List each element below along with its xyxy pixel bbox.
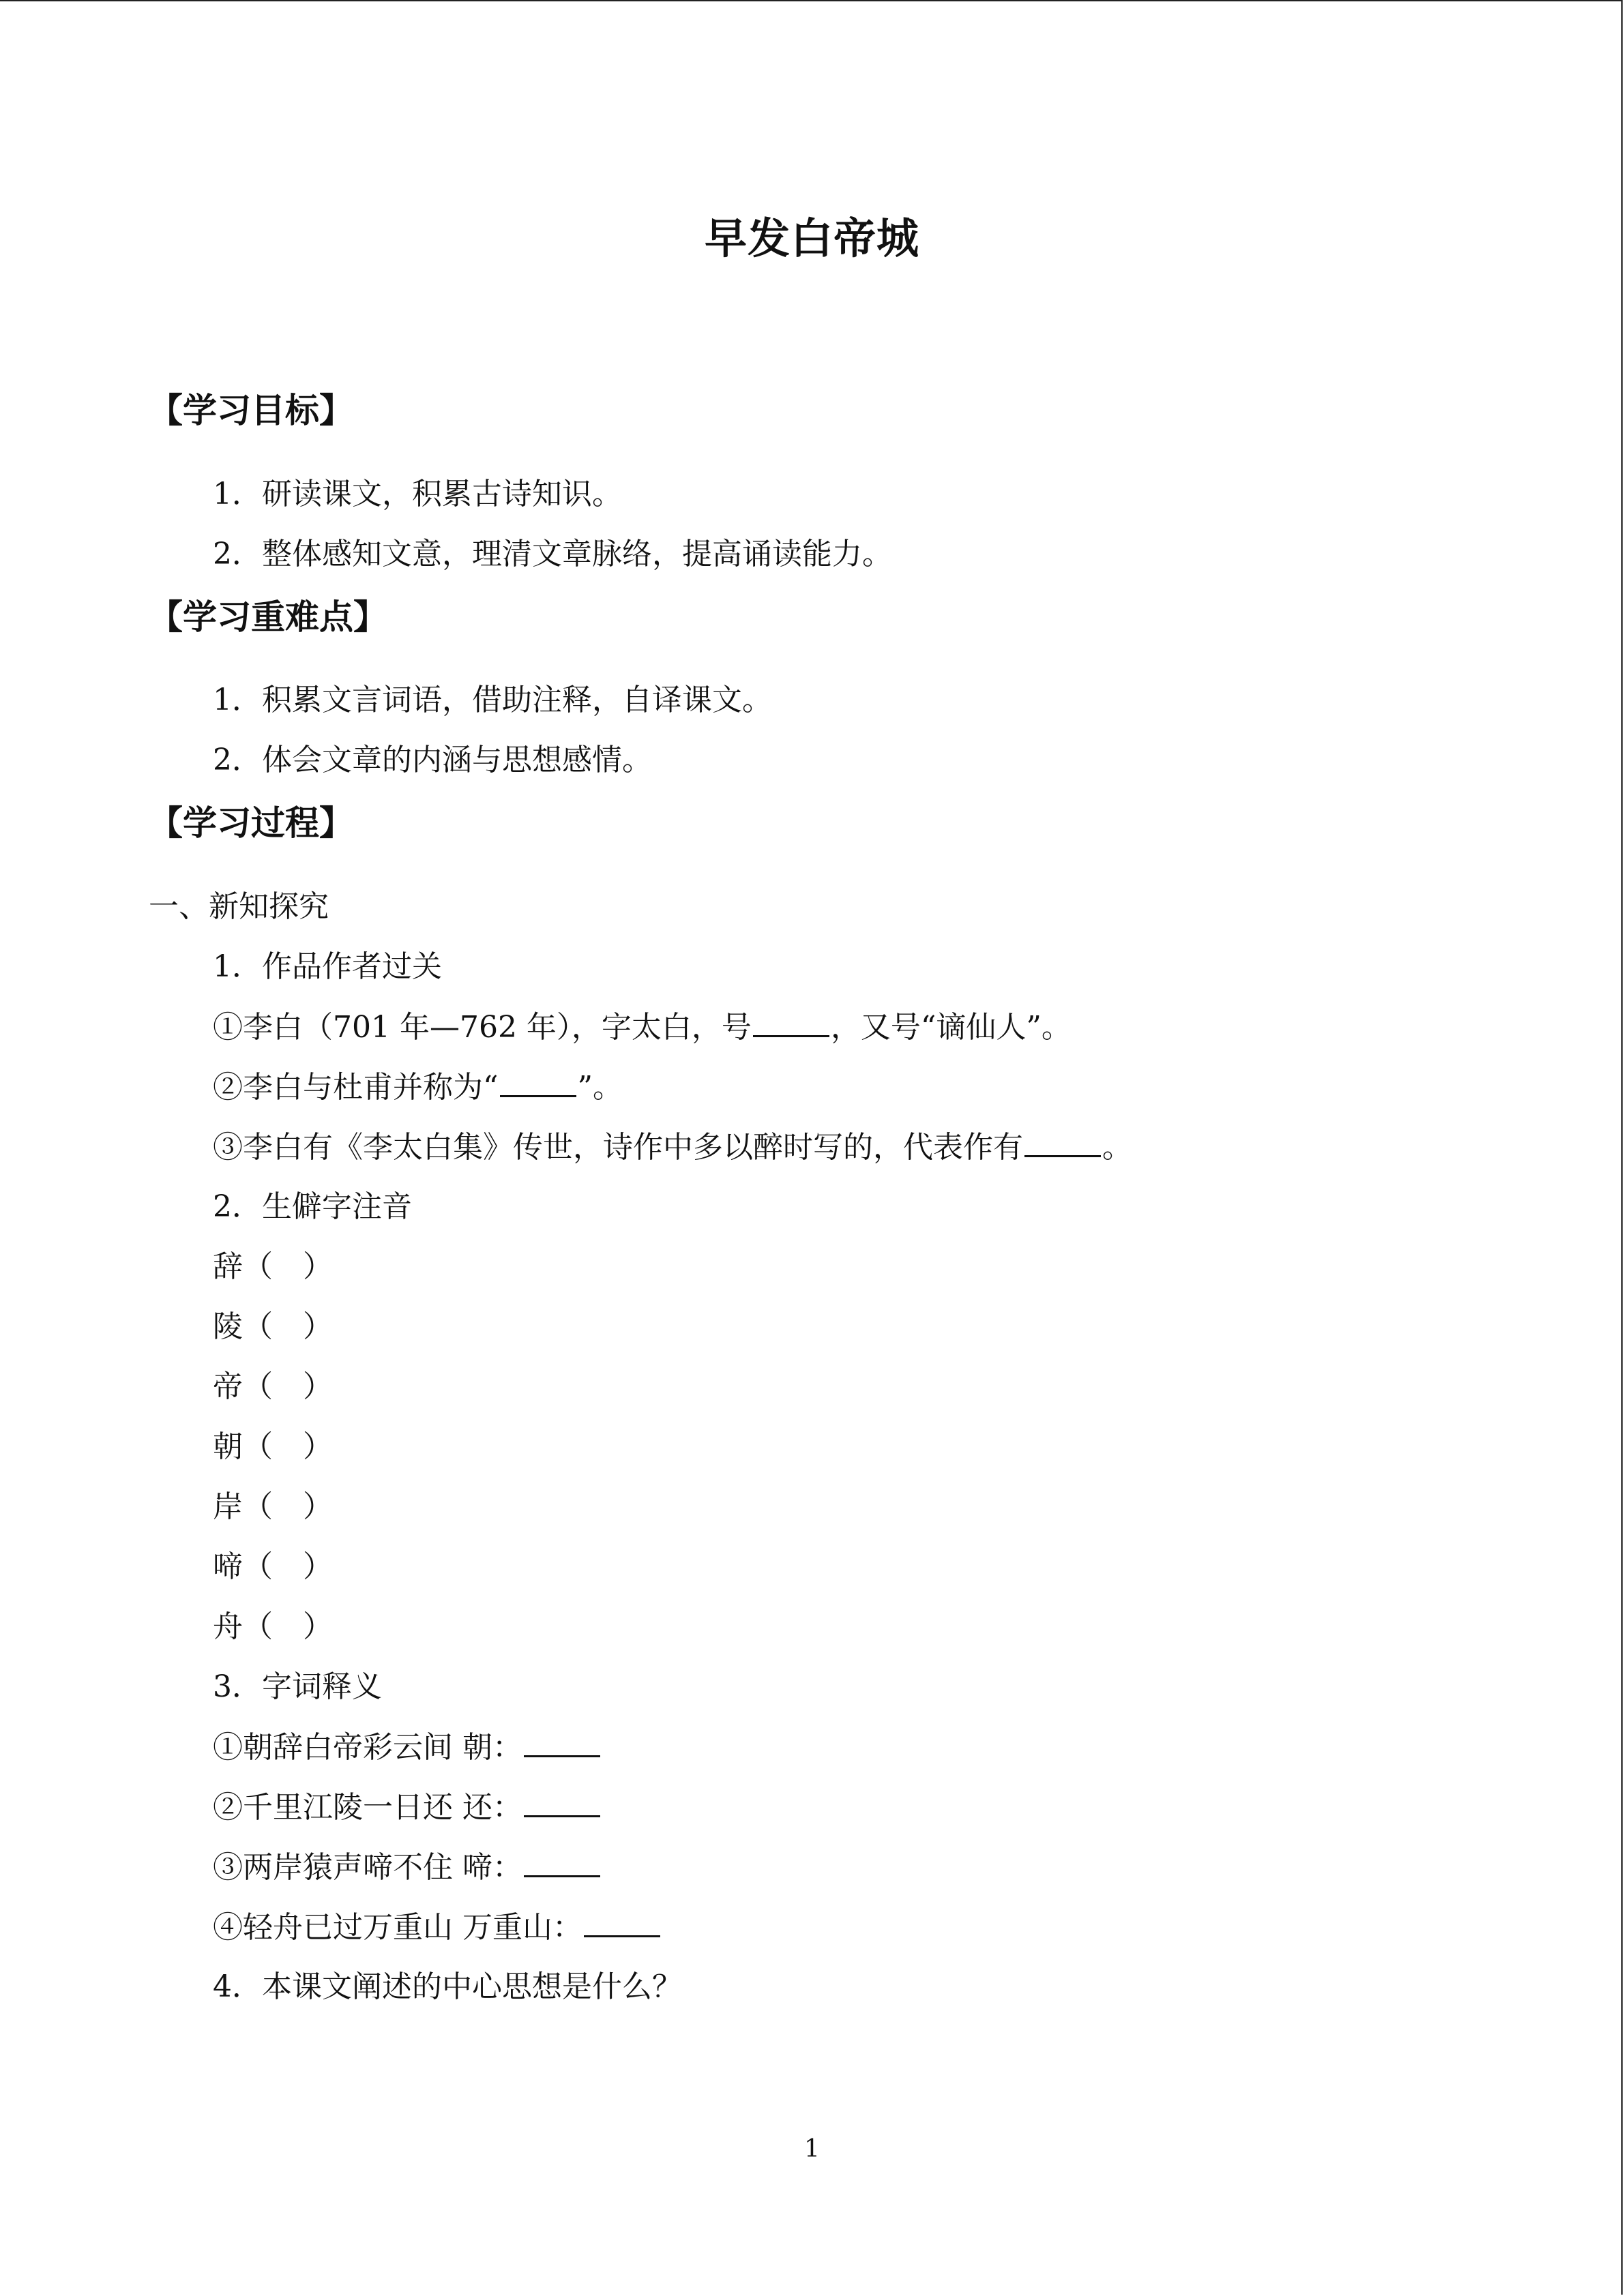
answer-blank[interactable]: [500, 1067, 576, 1097]
paren-close: ）: [303, 1549, 333, 1584]
part-heading-new-knowledge: 一、新知探究: [149, 889, 329, 924]
q4-label: 4．本课文阐述的中心思想是什么？: [213, 1969, 682, 2004]
key-point-item-1: 1．积累文言词语，借助注释，自译课文。: [213, 683, 772, 717]
q1-item-c: [213, 1127, 1132, 1168]
answer-blank[interactable]: [1024, 1127, 1101, 1157]
answer-blank[interactable]: [524, 1787, 600, 1817]
heading-key-points: 【学习重难点】: [149, 597, 387, 637]
page-number: 1: [804, 2135, 820, 2163]
q1-item-a-post: ，又号“谪仙人”。: [830, 1010, 1072, 1045]
paren-open: （: [243, 1249, 273, 1284]
pinyin-char: 帝: [213, 1369, 243, 1404]
q1-item-a: [213, 1007, 1072, 1048]
paren-open: （: [243, 1369, 273, 1404]
paren-close: ）: [303, 1369, 333, 1404]
q2-label: 2．生僻字注音: [213, 1189, 412, 1224]
definition-prompt: ④轻舟已过万重山 万重山：: [213, 1910, 582, 1945]
pinyin-row: [213, 1247, 333, 1287]
heading-learning-process: 【学习过程】: [149, 803, 353, 843]
definition-prompt: ②千里江陵一日还 还：: [213, 1790, 522, 1825]
key-point-item-2: 2．体会文章的内涵与思想感情。: [213, 743, 652, 777]
definition-item: [213, 1727, 602, 1768]
paren-close: ）: [303, 1489, 333, 1524]
answer-blank[interactable]: [584, 1907, 660, 1937]
pinyin-char: 岸: [213, 1489, 243, 1524]
definition-prompt: ③两岸猿声啼不住 啼：: [213, 1850, 522, 1885]
pinyin-row: [213, 1547, 333, 1587]
q1-item-a-pre: ①李白（701 年—762 年），字太白，号: [213, 1010, 752, 1045]
pinyin-row: [213, 1367, 333, 1407]
pinyin-char: 陵: [213, 1309, 243, 1344]
paren-open: （: [243, 1549, 273, 1584]
pinyin-row: [213, 1427, 333, 1467]
pinyin-char: 舟: [213, 1609, 243, 1644]
paren-open: （: [243, 1429, 273, 1464]
paren-open: （: [243, 1309, 273, 1344]
pinyin-row: [213, 1487, 333, 1527]
q3-label: 3．字词释义: [213, 1669, 382, 1704]
paren-close: ）: [303, 1249, 333, 1284]
paren-close: ）: [303, 1429, 333, 1464]
paren-close: ）: [303, 1309, 333, 1344]
answer-blank[interactable]: [524, 1847, 600, 1877]
q1-item-c-pre: ③李白有《李太白集》传世，诗作中多以醉时写的，代表作有: [213, 1130, 1023, 1165]
pinyin-row: [213, 1307, 333, 1347]
paren-close: ）: [303, 1609, 333, 1644]
pinyin-char: 辞: [213, 1249, 243, 1284]
paren-open: （: [243, 1609, 273, 1644]
paren-open: （: [243, 1489, 273, 1524]
answer-blank[interactable]: [524, 1727, 600, 1757]
heading-learning-goals: 【学习目标】: [149, 391, 353, 430]
pinyin-char: 啼: [213, 1549, 243, 1584]
pinyin-char: 朝: [213, 1429, 243, 1464]
goal-item-2: 2．整体感知文意，理清文章脉络，提高诵读能力。: [213, 537, 892, 571]
answer-blank[interactable]: [753, 1007, 829, 1037]
document-title: 早发白帝城: [704, 213, 919, 263]
q1-item-c-post: 。: [1102, 1130, 1132, 1165]
goal-item-1: 1．研读课文，积累古诗知识。: [213, 477, 622, 511]
definition-item: [213, 1787, 602, 1828]
q1-item-b: [213, 1067, 623, 1108]
definition-prompt: ①朝辞白帝彩云间 朝：: [213, 1730, 522, 1765]
q1-item-b-post: ”。: [577, 1070, 623, 1105]
pinyin-row: [213, 1607, 333, 1648]
q1-item-b-pre: ②李白与杜甫并称为“: [213, 1070, 499, 1105]
q1-label: 1．作品作者过关: [213, 949, 442, 984]
definition-item: [213, 1847, 602, 1888]
definition-item: [213, 1907, 662, 1948]
